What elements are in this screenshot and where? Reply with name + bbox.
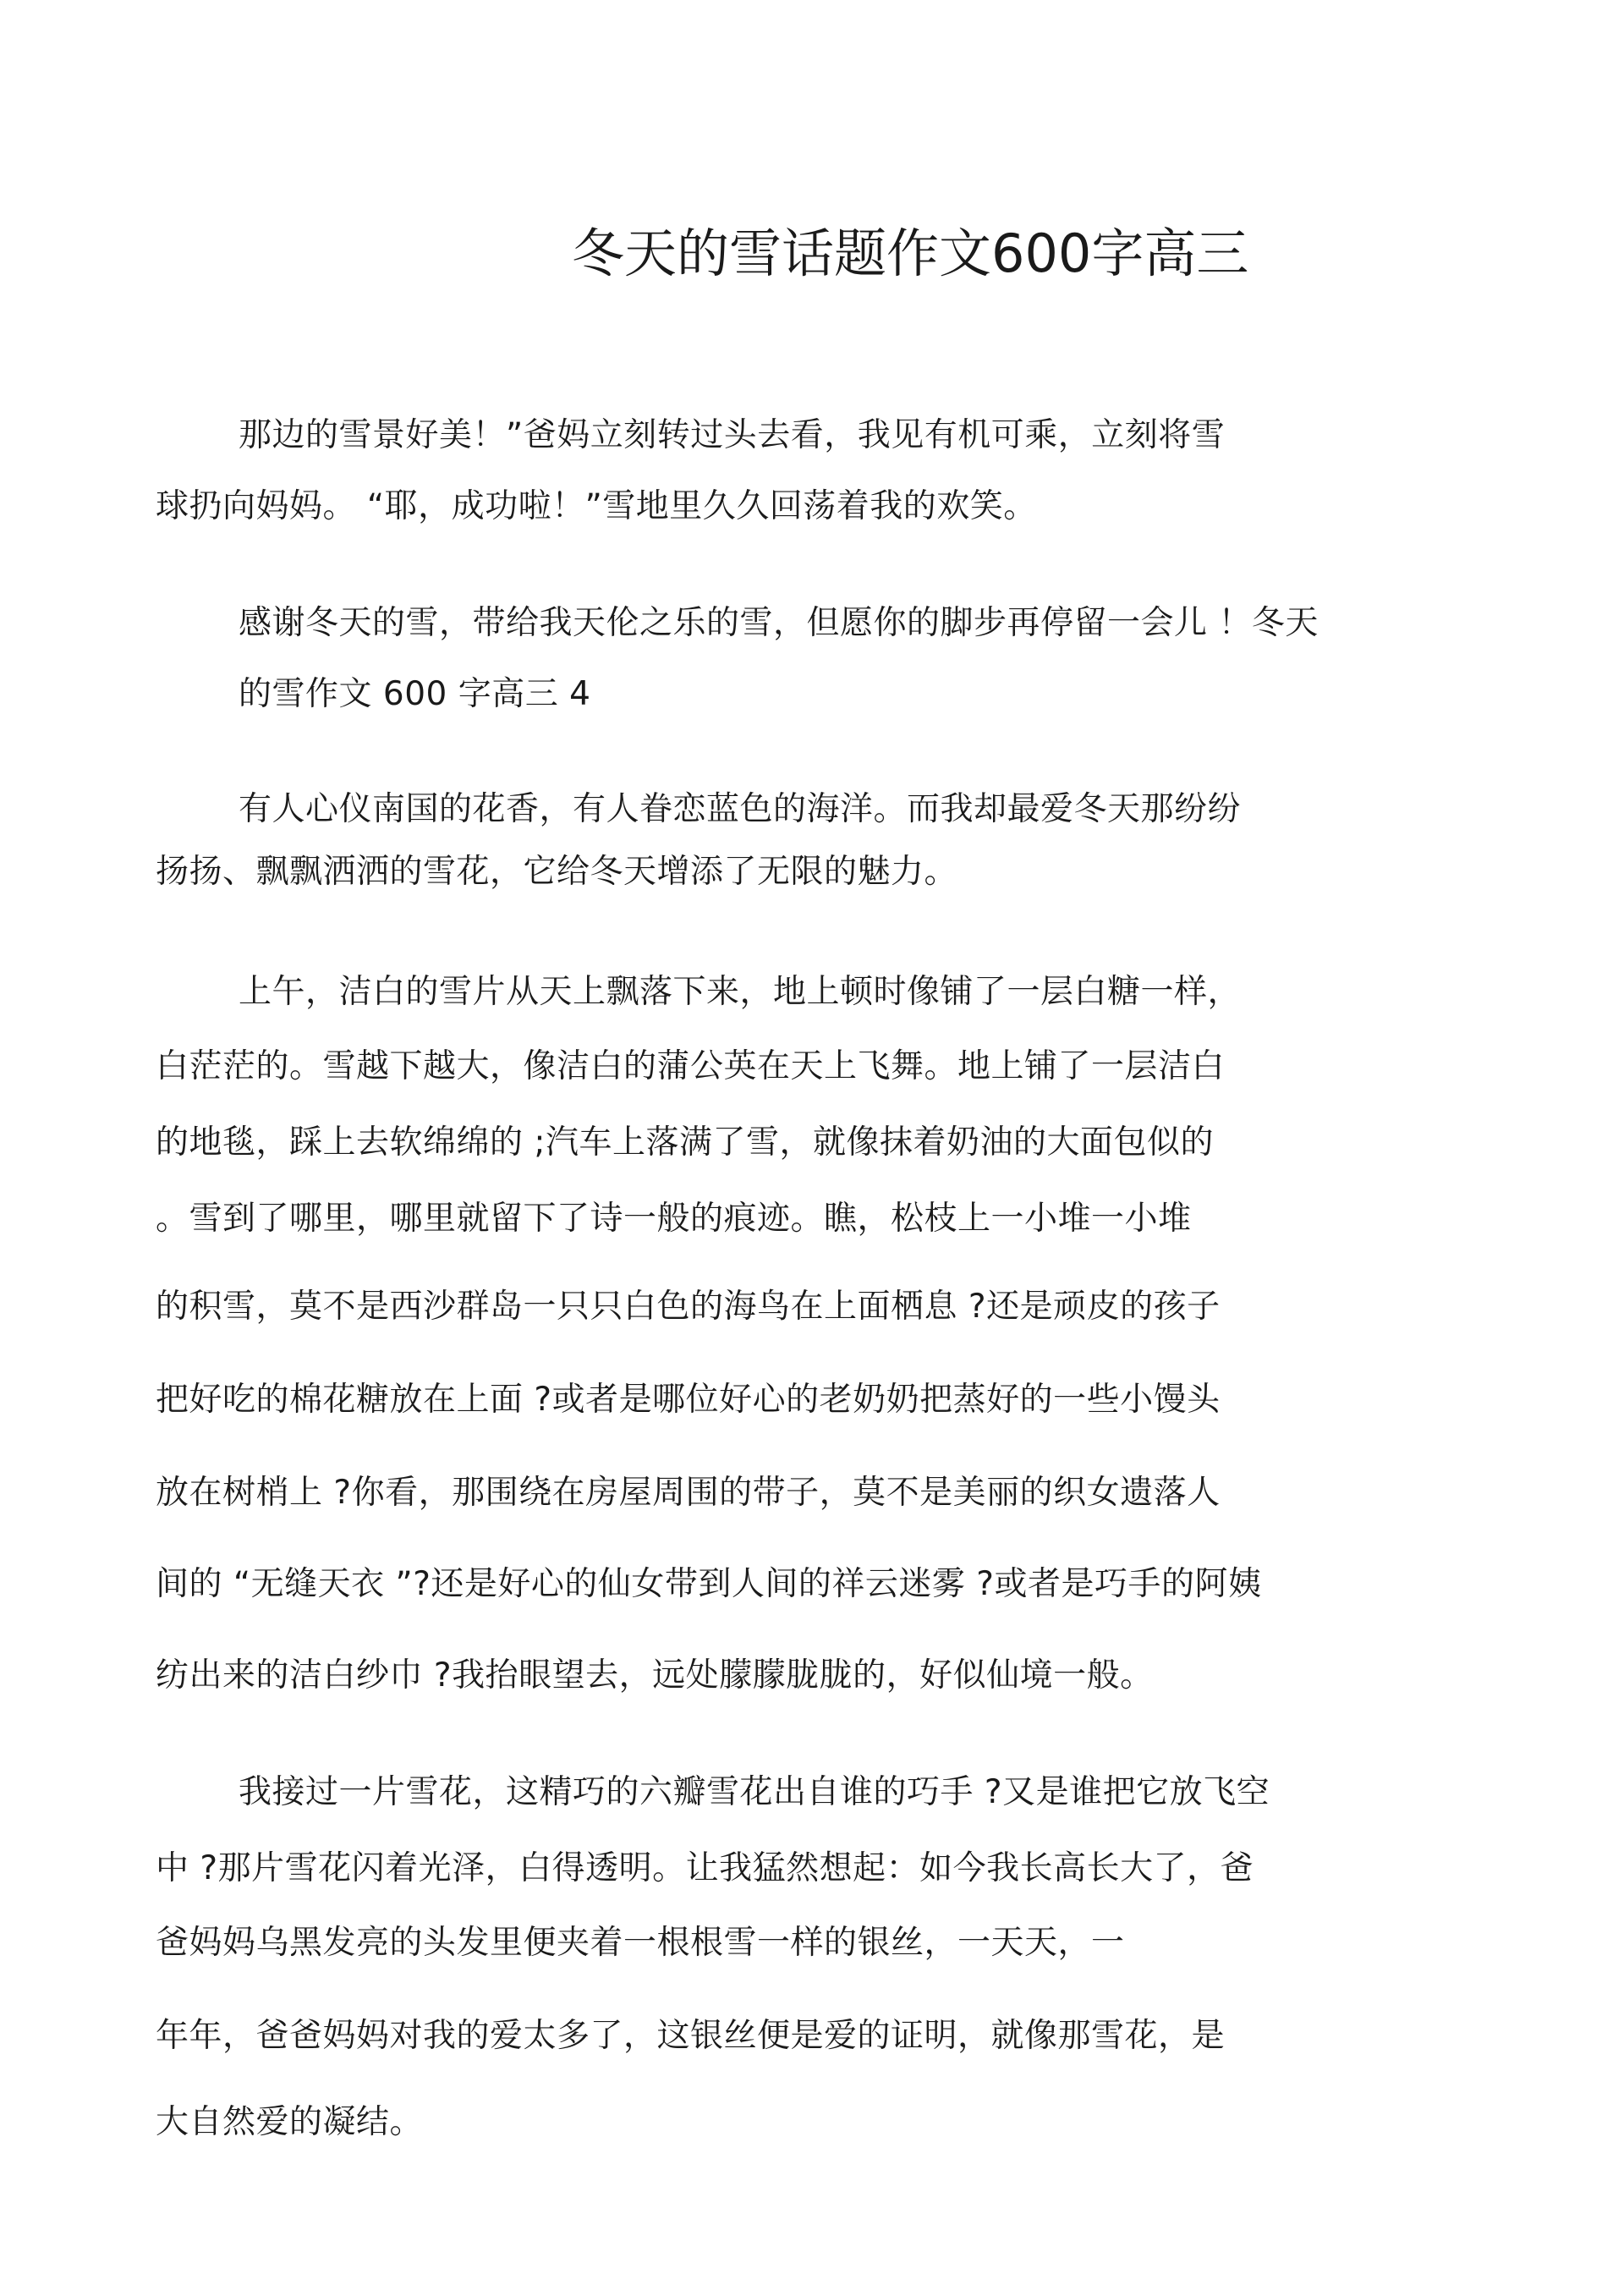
text-line: 间的 “无缝天衣 ”?还是好心的仙女带到人间的祥云迷雾 ?或者是巧手的阿姨: [156, 1565, 1262, 1603]
text-line: 我接过一片雪花，这精巧的六瓣雪花出自谁的巧手 ?又是谁把它放飞空: [239, 1773, 1270, 1811]
text-line: 球扔向妈妈。 “耶，成功啦！”雪地里久久回荡着我的欢笑。: [156, 487, 1037, 525]
text-line: 把好吃的棉花糖放在上面 ?或者是哪位好心的老奶奶把蒸好的一些小馒头: [156, 1381, 1221, 1419]
text-line: 扬扬、飘飘洒洒的雪花，它给冬天增添了无限的魅力。: [156, 853, 958, 891]
text-line: 感谢冬天的雪，带给我天伦之乐的雪，但愿你的脚步再停留一会儿 ！冬天: [239, 604, 1319, 642]
text-line: 。雪到了哪里，哪里就留下了诗一般的痕迹。瞧，松枝上一小堆一小堆: [156, 1200, 1192, 1238]
text-line: 有人心仪南国的花香，有人眷恋蓝色的海洋。而我却最爱冬天那纷纷: [239, 790, 1242, 828]
text-line: 的雪作文 600 字高三 4: [239, 675, 591, 713]
text-line: 白茫茫的。雪越下越大，像洁白的蒲公英在天上飞舞。地上铺了一层洁白: [156, 1047, 1226, 1085]
text-line: 年年，爸爸妈妈对我的爱太多了，这银丝便是爱的证明，就像那雪花，是: [156, 2017, 1226, 2055]
text-line: 中 ?那片雪花闪着光泽，白得透明。让我猛然想起：如今我长高长大了，爸: [156, 1849, 1254, 1887]
document-title: 冬天的雪话题作文600字高三: [572, 222, 1249, 284]
text-line: 放在树梢上 ?你看，那围绕在房屋周围的带子，莫不是美丽的织女遗落人: [156, 1474, 1221, 1512]
text-line: 大自然爱的凝结。: [156, 2103, 424, 2141]
text-line: 上午，洁白的雪片从天上飘落下来，地上顿时像铺了一层白糖一样，: [239, 973, 1242, 1011]
text-line: 爸妈妈乌黑发亮的头发里便夹着一根根雪一样的银丝，一天天，一: [156, 1924, 1125, 1962]
text-line: 那边的雪景好美！”爸妈立刻转过头去看，我见有机可乘，立刻将雪: [239, 416, 1226, 454]
text-line: 的积雪，莫不是西沙群岛一只只白色的海鸟在上面栖息 ?还是顽皮的孩子: [156, 1288, 1221, 1326]
text-line: 的地毯，踩上去软绵绵的 ;汽车上落满了雪，就像抹着奶油的大面包似的: [156, 1123, 1215, 1162]
text-line: 纺出来的洁白纱巾 ?我抬眼望去，远处朦朦胧胧的，好似仙境一般。: [156, 1656, 1154, 1695]
